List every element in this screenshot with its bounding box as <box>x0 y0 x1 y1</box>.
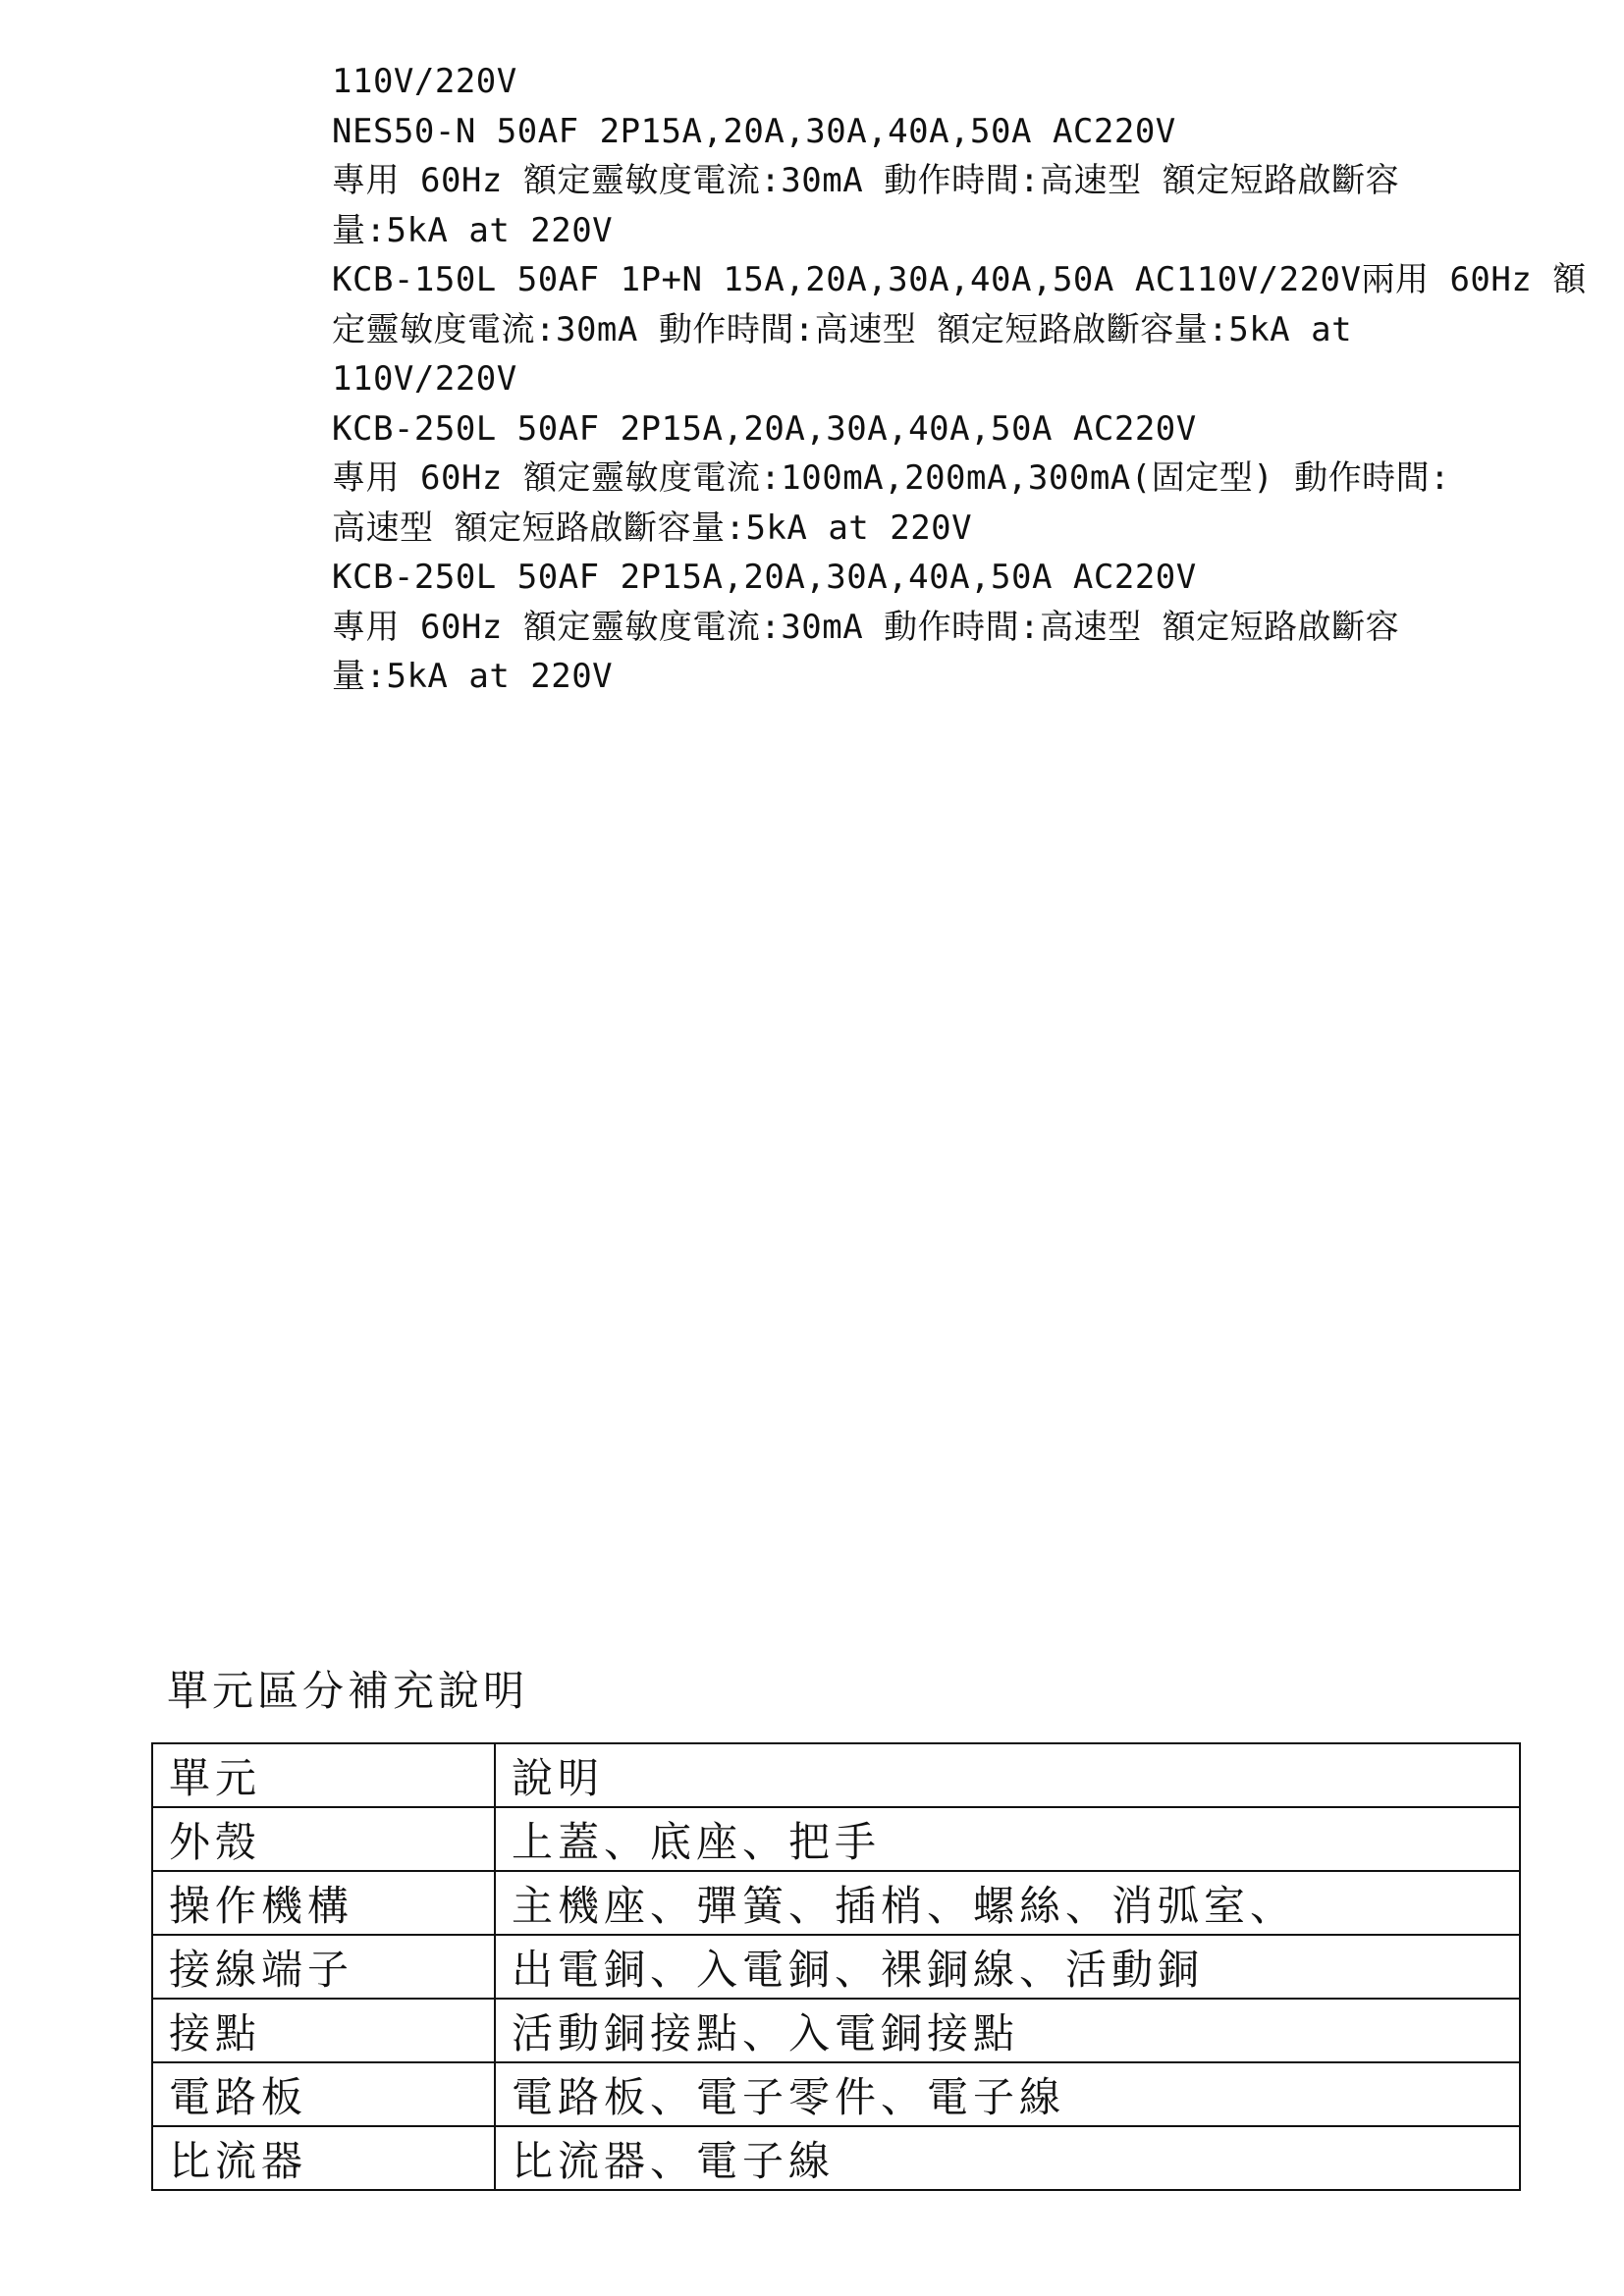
cell-unit: 比流器 <box>152 2126 495 2190</box>
header-cell-description: 說明 <box>495 1743 1520 1807</box>
cell-description: 主機座、彈簧、插梢、螺絲、消弧室、 <box>495 1871 1520 1935</box>
spec-line: 專用 60Hz 額定靈敏度電流:30mA 動作時間:高速型 額定短路啟斷容 <box>332 607 1400 647</box>
cell-description: 電路板、電子零件、電子線 <box>495 2062 1520 2126</box>
spec-line: KCB-150L 50AF 1P+N 15A,20A,30A,40A,50A AC110V/220V兩用 60Hz 額 <box>332 260 1587 299</box>
table-row <box>152 1871 1520 1935</box>
cell-unit: 接線端子 <box>152 1935 495 1999</box>
spec-line: 量:5kA at 220V <box>332 210 614 250</box>
spec-line: 110V/220V <box>332 359 517 399</box>
section-title: 單元區分補充說明 <box>167 1667 529 1715</box>
spec-line: 110V/220V <box>332 62 517 101</box>
cell-unit: 電路板 <box>152 2062 495 2126</box>
header-cell-unit: 單元 <box>152 1743 495 1807</box>
table-row <box>152 2062 1520 2126</box>
cell-description: 比流器、電子線 <box>495 2126 1520 2190</box>
cell-unit: 接點 <box>152 1999 495 2062</box>
table-row <box>152 1807 1520 1871</box>
spec-line: NES50-N 50AF 2P15A,20A,30A,40A,50A AC220V <box>332 111 1176 151</box>
cell-unit: 外殼 <box>152 1807 495 1871</box>
spec-line: 專用 60Hz 額定靈敏度電流:30mA 動作時間:高速型 額定短路啟斷容 <box>332 161 1400 200</box>
table-row <box>152 1999 1520 2062</box>
spec-line: 專用 60Hz 額定靈敏度電流:100mA,200mA,300mA(固定型) 動作時間: <box>332 458 1451 498</box>
spec-text-block <box>332 57 1587 702</box>
spec-line: 量:5kA at 220V <box>332 657 614 696</box>
table-row <box>152 1935 1520 1999</box>
spec-line: 高速型 額定短路啟斷容量:5kA at 220V <box>332 507 973 548</box>
table-row <box>152 2126 1520 2190</box>
spec-line: 定靈敏度電流:30mA 動作時間:高速型 額定短路啟斷容量:5kA at <box>332 309 1353 349</box>
unit-table <box>151 1742 1521 2191</box>
cell-unit: 操作機構 <box>152 1871 495 1935</box>
table-header-row <box>152 1743 1520 1807</box>
spec-line: KCB-250L 50AF 2P15A,20A,30A,40A,50A AC220V <box>332 408 1197 449</box>
spec-line: KCB-250L 50AF 2P15A,20A,30A,40A,50A AC220V <box>332 558 1197 597</box>
cell-description: 活動銅接點、入電銅接點 <box>495 1999 1520 2062</box>
cell-description: 出電銅、入電銅、裸銅線、活動銅 <box>495 1935 1520 1999</box>
cell-description: 上蓋、底座、把手 <box>495 1807 1520 1871</box>
